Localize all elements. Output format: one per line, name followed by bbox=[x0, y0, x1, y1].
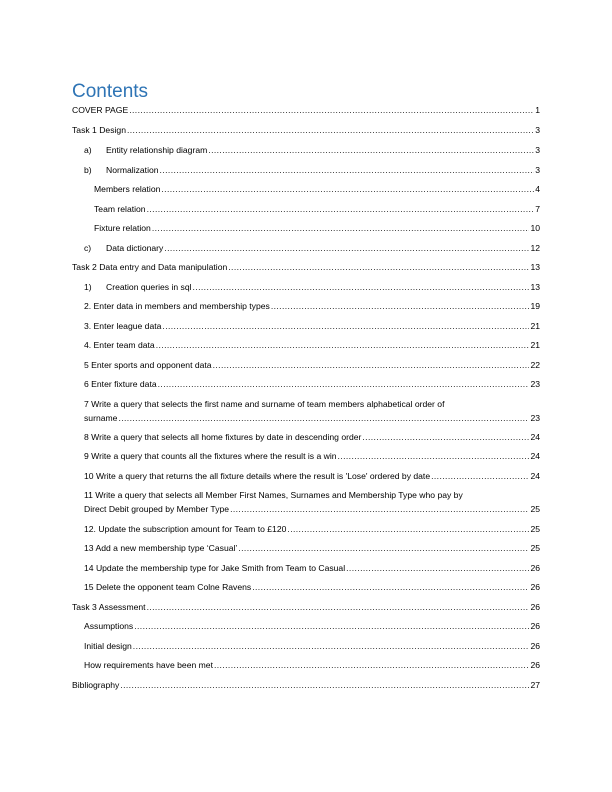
dot-leader bbox=[164, 243, 529, 254]
toc-page-number: 10 bbox=[530, 223, 540, 233]
toc-page-number: 26 bbox=[530, 621, 540, 631]
toc-page-number: 22 bbox=[530, 360, 540, 370]
contents-heading: Contents bbox=[72, 81, 149, 102]
toc-entry-text: 4. Enter team data bbox=[84, 340, 155, 350]
toc-page-number: 25 bbox=[530, 524, 540, 534]
toc-entry-text: 8 Write a query that selects all home fixtures by date in descending order bbox=[84, 432, 362, 442]
toc-entry-text: 13 Add a new membership type ‘Casual’ bbox=[84, 543, 238, 553]
toc-entry-text: How requirements have been met bbox=[84, 660, 213, 670]
toc-entry-assumptions[interactable] bbox=[84, 621, 540, 632]
toc-entry-text: 3. Enter league data bbox=[84, 321, 162, 331]
toc-page-number: 4 bbox=[535, 184, 540, 194]
dot-leader bbox=[156, 340, 530, 351]
dot-leader bbox=[346, 563, 529, 574]
dot-leader bbox=[127, 125, 534, 136]
toc-entry-normalization[interactable] bbox=[84, 165, 540, 176]
toc-entry-text: 12. Update the subscription amount for Team to £120 bbox=[84, 524, 287, 534]
toc-entry-data-dictionary[interactable] bbox=[84, 243, 540, 254]
toc-page-number: 13 bbox=[530, 282, 540, 292]
toc-entry-task2[interactable] bbox=[72, 262, 540, 273]
toc-page-number: 26 bbox=[530, 563, 540, 573]
dot-leader bbox=[287, 524, 529, 535]
toc-entry-7[interactable] bbox=[84, 413, 540, 424]
toc-page-number: 21 bbox=[530, 321, 540, 331]
toc-entry-text: 9 Write a query that counts all the fixtures where the result is a win bbox=[84, 451, 337, 461]
toc-entry-text: Entity relationship diagram bbox=[106, 145, 208, 155]
dot-leader bbox=[228, 262, 529, 273]
dot-leader bbox=[362, 432, 529, 443]
list-marker: 1) bbox=[84, 282, 92, 292]
toc-page-number: 26 bbox=[530, 641, 540, 651]
dot-leader bbox=[161, 184, 534, 195]
toc-entry-11-line1: 11 Write a query that selects all Member First Names, Surnames and Membership Type who pay by bbox=[84, 490, 463, 500]
toc-entry-text: Creation queries in sql bbox=[106, 282, 192, 292]
toc-entry-7-line1: 7 Write a query that selects the first name and surname of team members alphabetical order of bbox=[84, 399, 445, 409]
toc-entry-3[interactable] bbox=[84, 321, 540, 332]
toc-page-number: 26 bbox=[530, 602, 540, 612]
toc-entry-task3[interactable] bbox=[72, 602, 540, 613]
toc-page-number: 13 bbox=[530, 262, 540, 272]
toc-entry-text: Data dictionary bbox=[106, 243, 164, 253]
dot-leader bbox=[252, 582, 529, 593]
toc-page-number: 25 bbox=[530, 543, 540, 553]
toc-entry-text: COVER PAGE bbox=[72, 105, 129, 115]
toc-entry-text: Normalization bbox=[106, 165, 159, 175]
toc-entry-11[interactable] bbox=[84, 504, 540, 515]
toc-entry-text: 15 Delete the opponent team Colne Ravens bbox=[84, 582, 252, 592]
toc-entry-text: Direct Debit grouped by Member Type bbox=[84, 504, 230, 514]
toc-entry-10[interactable] bbox=[84, 471, 540, 482]
dot-leader bbox=[214, 660, 529, 671]
toc-entry-text: 6 Enter fixture data bbox=[84, 379, 157, 389]
dot-leader bbox=[271, 301, 530, 312]
toc-entry-cover-page[interactable] bbox=[72, 105, 540, 116]
toc-page-number: 19 bbox=[530, 301, 540, 311]
toc-entry-text: surname bbox=[84, 413, 118, 423]
toc-entry-text: Task 2 Data entry and Data manipulation bbox=[72, 262, 228, 272]
toc-entry-bibliography[interactable] bbox=[72, 680, 540, 691]
dot-leader bbox=[193, 282, 530, 293]
toc-page-number: 24 bbox=[530, 471, 540, 481]
toc-page-number: 7 bbox=[535, 204, 540, 214]
toc-page-number: 21 bbox=[530, 340, 540, 350]
dot-leader bbox=[133, 641, 530, 652]
toc-entry-text: 10 Write a query that returns the all fixture details where the result is 'Lose' ordered by date bbox=[84, 471, 431, 481]
dot-leader bbox=[158, 379, 530, 390]
dot-leader bbox=[338, 451, 530, 462]
dot-leader bbox=[213, 360, 530, 371]
toc-page-number: 23 bbox=[530, 379, 540, 389]
toc-page-number: 24 bbox=[530, 432, 540, 442]
list-marker: a) bbox=[84, 145, 92, 155]
toc-entry-2[interactable] bbox=[84, 301, 540, 312]
toc-entry-text: Team relation bbox=[94, 204, 146, 214]
toc-entry-erd[interactable] bbox=[84, 145, 540, 156]
toc-entry-4[interactable] bbox=[84, 340, 540, 351]
toc-page-number: 26 bbox=[530, 660, 540, 670]
toc-entry-task1[interactable] bbox=[72, 125, 540, 136]
toc-page-number: 3 bbox=[535, 145, 540, 155]
toc-entry-text: Members relation bbox=[94, 184, 161, 194]
toc-entry-14[interactable] bbox=[84, 563, 540, 574]
toc-entry-creation-queries[interactable] bbox=[84, 282, 540, 293]
dot-leader bbox=[120, 680, 529, 691]
toc-entry-team-relation[interactable] bbox=[94, 204, 540, 215]
toc-entry-6[interactable] bbox=[84, 379, 540, 390]
toc-page-number: 27 bbox=[530, 680, 540, 690]
toc-page-number: 3 bbox=[535, 165, 540, 175]
dot-leader bbox=[160, 165, 535, 176]
toc-entry-members-relation[interactable] bbox=[94, 184, 540, 195]
toc-entry-fixture-relation[interactable] bbox=[94, 223, 540, 234]
dot-leader bbox=[147, 204, 535, 215]
toc-entry-text: Task 3 Assessment bbox=[72, 602, 146, 612]
toc-entry-text: 5 Enter sports and opponent data bbox=[84, 360, 212, 370]
toc-page-number: 23 bbox=[530, 413, 540, 423]
dot-leader bbox=[152, 223, 530, 234]
toc-entry-text: Task 1 Design bbox=[72, 125, 126, 135]
toc-entry-13[interactable] bbox=[84, 543, 540, 554]
toc-entry-15[interactable] bbox=[84, 582, 540, 593]
toc-page-number: 12 bbox=[530, 243, 540, 253]
toc-page-number: 26 bbox=[530, 582, 540, 592]
toc-entry-12[interactable] bbox=[84, 524, 540, 535]
dot-leader bbox=[230, 504, 529, 515]
dot-leader bbox=[208, 145, 534, 156]
toc-page-number: 3 bbox=[535, 125, 540, 135]
list-marker: c) bbox=[84, 243, 92, 253]
toc-entry-8[interactable] bbox=[84, 432, 540, 443]
toc-page-number: 1 bbox=[535, 105, 540, 115]
toc-entry-9[interactable] bbox=[84, 451, 540, 462]
toc-entry-5[interactable] bbox=[84, 360, 540, 371]
toc-page-number: 24 bbox=[530, 451, 540, 461]
toc-entry-text: Bibliography bbox=[72, 680, 120, 690]
dot-leader bbox=[129, 105, 534, 116]
dot-leader bbox=[238, 543, 529, 554]
dot-leader bbox=[134, 621, 529, 632]
toc-entry-initial-design[interactable] bbox=[84, 641, 540, 652]
toc-entry-text: 2. Enter data in members and membership types bbox=[84, 301, 270, 311]
dot-leader bbox=[162, 321, 529, 332]
toc-entry-text: 14 Update the membership type for Jake Smith from Team to Casual bbox=[84, 563, 346, 573]
dot-leader bbox=[118, 413, 529, 424]
toc-entry-text: Initial design bbox=[84, 641, 132, 651]
list-marker: b) bbox=[84, 165, 92, 175]
toc-entry-text: Assumptions bbox=[84, 621, 134, 631]
dot-leader bbox=[147, 602, 530, 613]
dot-leader bbox=[431, 471, 529, 482]
toc-entry-text: Fixture relation bbox=[94, 223, 151, 233]
toc-page-number: 25 bbox=[530, 504, 540, 514]
toc-entry-requirements[interactable] bbox=[84, 660, 540, 671]
